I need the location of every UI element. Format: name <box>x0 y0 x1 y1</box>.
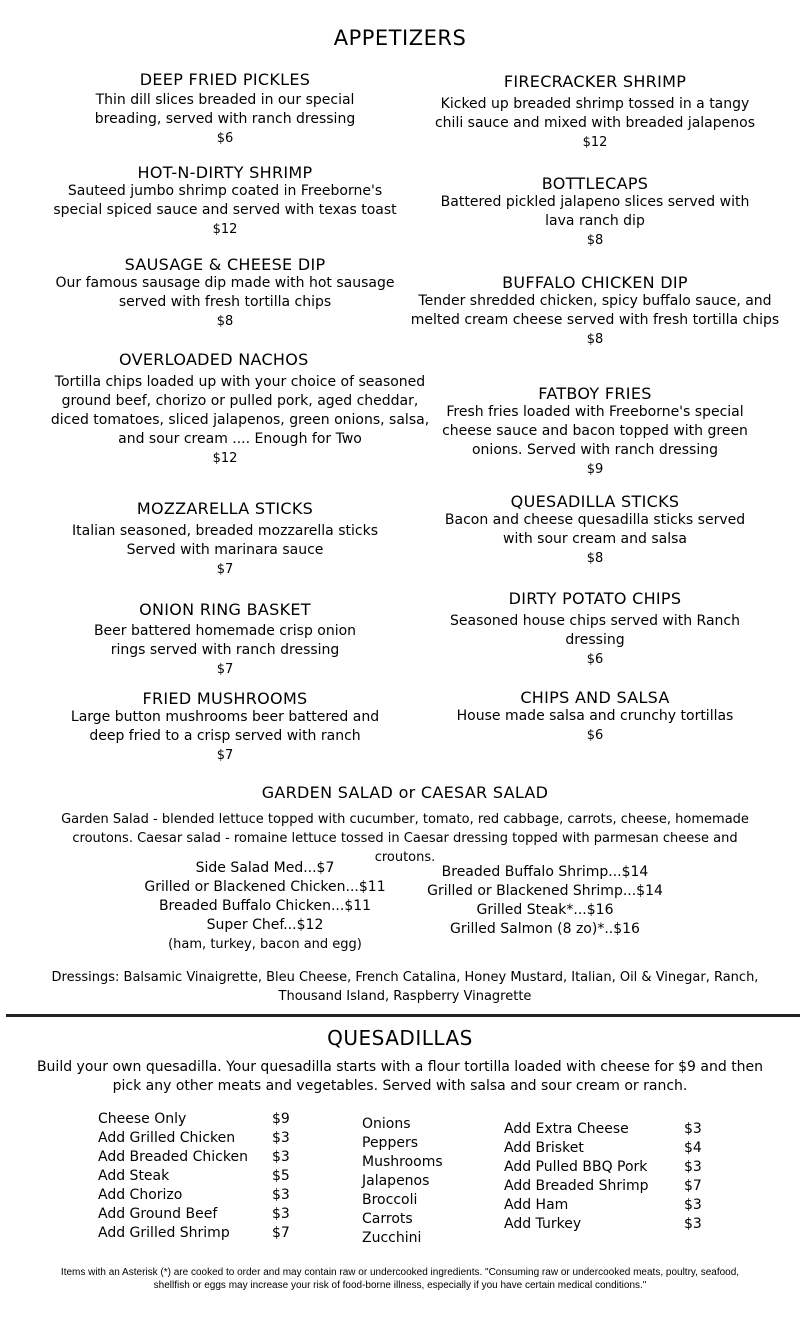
appetizer-name: OVERLOADED NACHOS <box>119 350 309 369</box>
appetizer-price: $9 <box>586 462 604 477</box>
salad-description: Garden Salad - blended lettuce topped with cucumber, tomato, red cabbage, carrots, cheese, homemade croutons. Caesar salad - romaine lettuce tossed in Caesar dressing topped with parmesan cheese and croutons. <box>61 812 749 865</box>
option-name: Add Pulled BBQ Pork <box>504 1159 648 1175</box>
quesadilla-option <box>504 1177 700 1196</box>
appetizer-item <box>35 600 415 677</box>
appetizer-name: BUFFALO CHICKEN DIP <box>502 273 688 292</box>
quesadilla-option <box>504 1120 700 1139</box>
appetizer-name: FRIED MUSHROOMS <box>142 689 308 708</box>
option-name: Add Grilled Chicken <box>98 1130 236 1146</box>
salad-title: GARDEN SALAD or CAESAR SALAD <box>261 783 549 802</box>
option-price: $4 <box>684 1140 702 1156</box>
appetizer-name: QUESADILLA STICKS <box>510 492 680 511</box>
salad-option: Breaded Buffalo Chicken...$11 <box>158 898 372 914</box>
option-name: Add Breaded Shrimp <box>504 1178 649 1194</box>
appetizer-name: BOTTLECAPS <box>541 174 649 193</box>
quesadilla-option <box>504 1158 700 1177</box>
salad-option: Grilled or Blackened Chicken...$11 <box>144 879 386 895</box>
option-name: Add Steak <box>98 1168 170 1184</box>
veggie-option: Onions <box>362 1116 411 1132</box>
option-name: Add Chorizo <box>98 1187 183 1203</box>
option-name: Add Breaded Chicken <box>98 1149 248 1165</box>
option-price: $3 <box>272 1187 290 1203</box>
appetizer-desc: House made salsa and crunchy tortillas <box>456 708 734 724</box>
appetizer-name: FATBOY FRIES <box>538 384 652 403</box>
appetizer-price: $7 <box>216 662 234 677</box>
appetizer-desc: Fresh fries loaded with Freeborne's special cheese sauce and bacon topped with green onions. Served with ranch dressing <box>442 404 748 458</box>
quesadilla-option <box>98 1186 296 1205</box>
appetizer-price: $6 <box>216 131 234 146</box>
option-price: $3 <box>684 1197 702 1213</box>
salad-option: Side Salad Med...$7 <box>195 860 335 876</box>
appetizer-price: $8 <box>586 551 604 566</box>
appetizer-item <box>405 384 785 477</box>
dressings-list: Dressings: Balsamic Vinaigrette, Bleu Cheese, French Catalina, Honey Mustard, Italian, Oil & Vinegar, Ranch, Thousand Island, Raspberry Vinagrette <box>51 970 759 1004</box>
quesadilla-option <box>98 1129 296 1148</box>
option-price: $3 <box>684 1216 702 1232</box>
appetizer-item <box>35 350 430 466</box>
appetizer-price: $7 <box>216 748 234 763</box>
option-name: Add Grilled Shrimp <box>98 1225 230 1241</box>
appetizer-desc: Battered pickled jalapeno slices served with lava ranch dip <box>440 194 750 229</box>
appetizer-name: DIRTY POTATO CHIPS <box>508 589 682 608</box>
appetizer-name: MOZZARELLA STICKS <box>136 499 314 518</box>
quesadilla-option <box>504 1196 700 1215</box>
quesadilla-meats-right <box>504 1120 700 1234</box>
appetizer-name: SAUSAGE & CHEESE DIP <box>124 255 326 274</box>
veggie-option: Zucchini <box>362 1230 422 1246</box>
appetizer-price: $8 <box>216 314 234 329</box>
option-name: Cheese Only <box>98 1111 187 1127</box>
quesadilla-option <box>98 1224 296 1243</box>
option-price: $7 <box>684 1178 702 1194</box>
appetizer-price: $12 <box>212 222 238 237</box>
quesadilla-option <box>98 1110 296 1129</box>
option-price: $3 <box>684 1121 702 1137</box>
option-price: $3 <box>684 1159 702 1175</box>
appetizer-desc: Kicked up breaded shrimp tossed in a tangy chili sauce and mixed with breaded jalapenos <box>434 96 755 131</box>
option-price: $9 <box>272 1111 290 1127</box>
quesadilla-option <box>98 1167 296 1186</box>
appetizer-name: FIRECRACKER SHRIMP <box>503 72 687 91</box>
salad-option: Grilled or Blackened Shrimp...$14 <box>427 883 663 899</box>
option-price: $5 <box>272 1168 290 1184</box>
salad-option: Grilled Salmon (8 zo)*..$16 <box>450 921 640 937</box>
appetizer-item <box>35 163 415 237</box>
salad-options-right <box>415 863 675 939</box>
quesadilla-option <box>504 1215 700 1234</box>
quesadilla-option <box>98 1148 296 1167</box>
quesadilla-meats-left <box>98 1110 296 1243</box>
appetizer-desc: Italian seasoned, breaded mozzarella sticks Served with marinara sauce <box>72 523 378 558</box>
appetizers-title: APPETIZERS <box>333 26 467 50</box>
appetizer-desc: Beer battered homemade crisp onion rings served with ranch dressing <box>93 623 357 658</box>
option-name: Add Ham <box>504 1197 569 1213</box>
appetizer-name: CHIPS AND SALSA <box>520 688 670 707</box>
appetizer-item <box>405 273 785 347</box>
quesadilla-option <box>98 1205 296 1224</box>
option-price: $3 <box>272 1206 290 1222</box>
appetizer-item <box>35 70 415 146</box>
allergen-footnote: Items with an Asterisk (*) are cooked to order and may contain raw or undercooked ingredients. "Consuming raw or undercooked meats, poultry, seafood, shellfish or eggs may increase your risk of food-borne illness, especially if you have certain medical conditions." <box>60 1267 740 1291</box>
option-name: Add Extra Cheese <box>504 1121 629 1137</box>
appetizer-item <box>405 688 785 743</box>
appetizer-desc: Tender shredded chicken, spicy buffalo sauce, and melted cream cheese served with fresh tortilla chips <box>410 293 780 328</box>
salad-option: Grilled Steak*...$16 <box>476 902 614 918</box>
appetizer-desc: Seasoned house chips served with Ranch dressing <box>449 613 740 648</box>
veggie-option: Mushrooms <box>362 1154 443 1170</box>
salad-options-left <box>120 859 410 954</box>
appetizer-price: $12 <box>582 135 608 150</box>
appetizer-desc: Thin dill slices breaded in our special breading, served with ranch dressing <box>94 92 356 127</box>
quesadillas-intro: Build your own quesadilla. Your quesadilla starts with a flour tortilla loaded with cheese for $9 and then pick any other meats and vegetables. Served with salsa and sour cream or ranch. <box>36 1059 764 1094</box>
option-price: $3 <box>272 1149 290 1165</box>
appetizer-item <box>405 492 785 566</box>
appetizer-price: $6 <box>586 652 604 667</box>
appetizer-item <box>35 255 415 329</box>
salad-option: Super Chef...$12 <box>206 917 324 933</box>
veggie-option: Peppers <box>362 1135 418 1151</box>
appetizer-item <box>35 499 415 577</box>
salad-option: Breaded Buffalo Shrimp...$14 <box>441 864 649 880</box>
appetizer-name: DEEP FRIED PICKLES <box>139 70 311 89</box>
appetizer-price: $12 <box>212 451 238 466</box>
appetizer-desc: Bacon and cheese quesadilla sticks served with sour cream and salsa <box>444 512 746 547</box>
appetizer-price: $8 <box>586 233 604 248</box>
appetizer-desc: Large button mushrooms beer battered and deep fried to a crisp served with ranch <box>70 709 380 744</box>
veggie-option: Carrots <box>362 1211 413 1227</box>
option-price: $3 <box>272 1130 290 1146</box>
appetizer-item <box>405 589 785 667</box>
appetizer-desc: Sauteed jumbo shrimp coated in Freeborne's special spiced sauce and served with texas toast <box>53 183 397 218</box>
veggie-option: Jalapenos <box>362 1173 430 1189</box>
appetizer-price: $8 <box>586 332 604 347</box>
salad-option-note: (ham, turkey, bacon and egg) <box>168 937 362 952</box>
appetizer-price: $6 <box>586 728 604 743</box>
quesadilla-option <box>504 1139 700 1158</box>
option-name: Add Ground Beef <box>98 1206 218 1222</box>
quesadilla-veggies <box>362 1115 482 1248</box>
quesadillas-title: QUESADILLAS <box>327 1026 473 1050</box>
appetizer-item <box>35 689 415 763</box>
option-price: $7 <box>272 1225 290 1241</box>
section-divider <box>6 1014 800 1017</box>
appetizer-item <box>405 72 785 150</box>
appetizer-item <box>405 174 785 248</box>
appetizer-desc: Our famous sausage dip made with hot sausage served with fresh tortilla chips <box>55 275 395 310</box>
appetizer-name: HOT-N-DIRTY SHRIMP <box>137 163 313 182</box>
option-name: Add Turkey <box>504 1216 582 1232</box>
option-name: Add Brisket <box>504 1140 584 1156</box>
veggie-option: Broccoli <box>362 1192 418 1208</box>
appetizer-desc: Tortilla chips loaded up with your choice of seasoned ground beef, chorizo or pulled pork, aged cheddar, diced tomatoes, sliced jalapenos, green onions, salsa, and sour cream .... Enough for Two <box>50 374 430 447</box>
appetizer-name: ONION RING BASKET <box>139 600 311 619</box>
appetizer-price: $7 <box>216 562 234 577</box>
